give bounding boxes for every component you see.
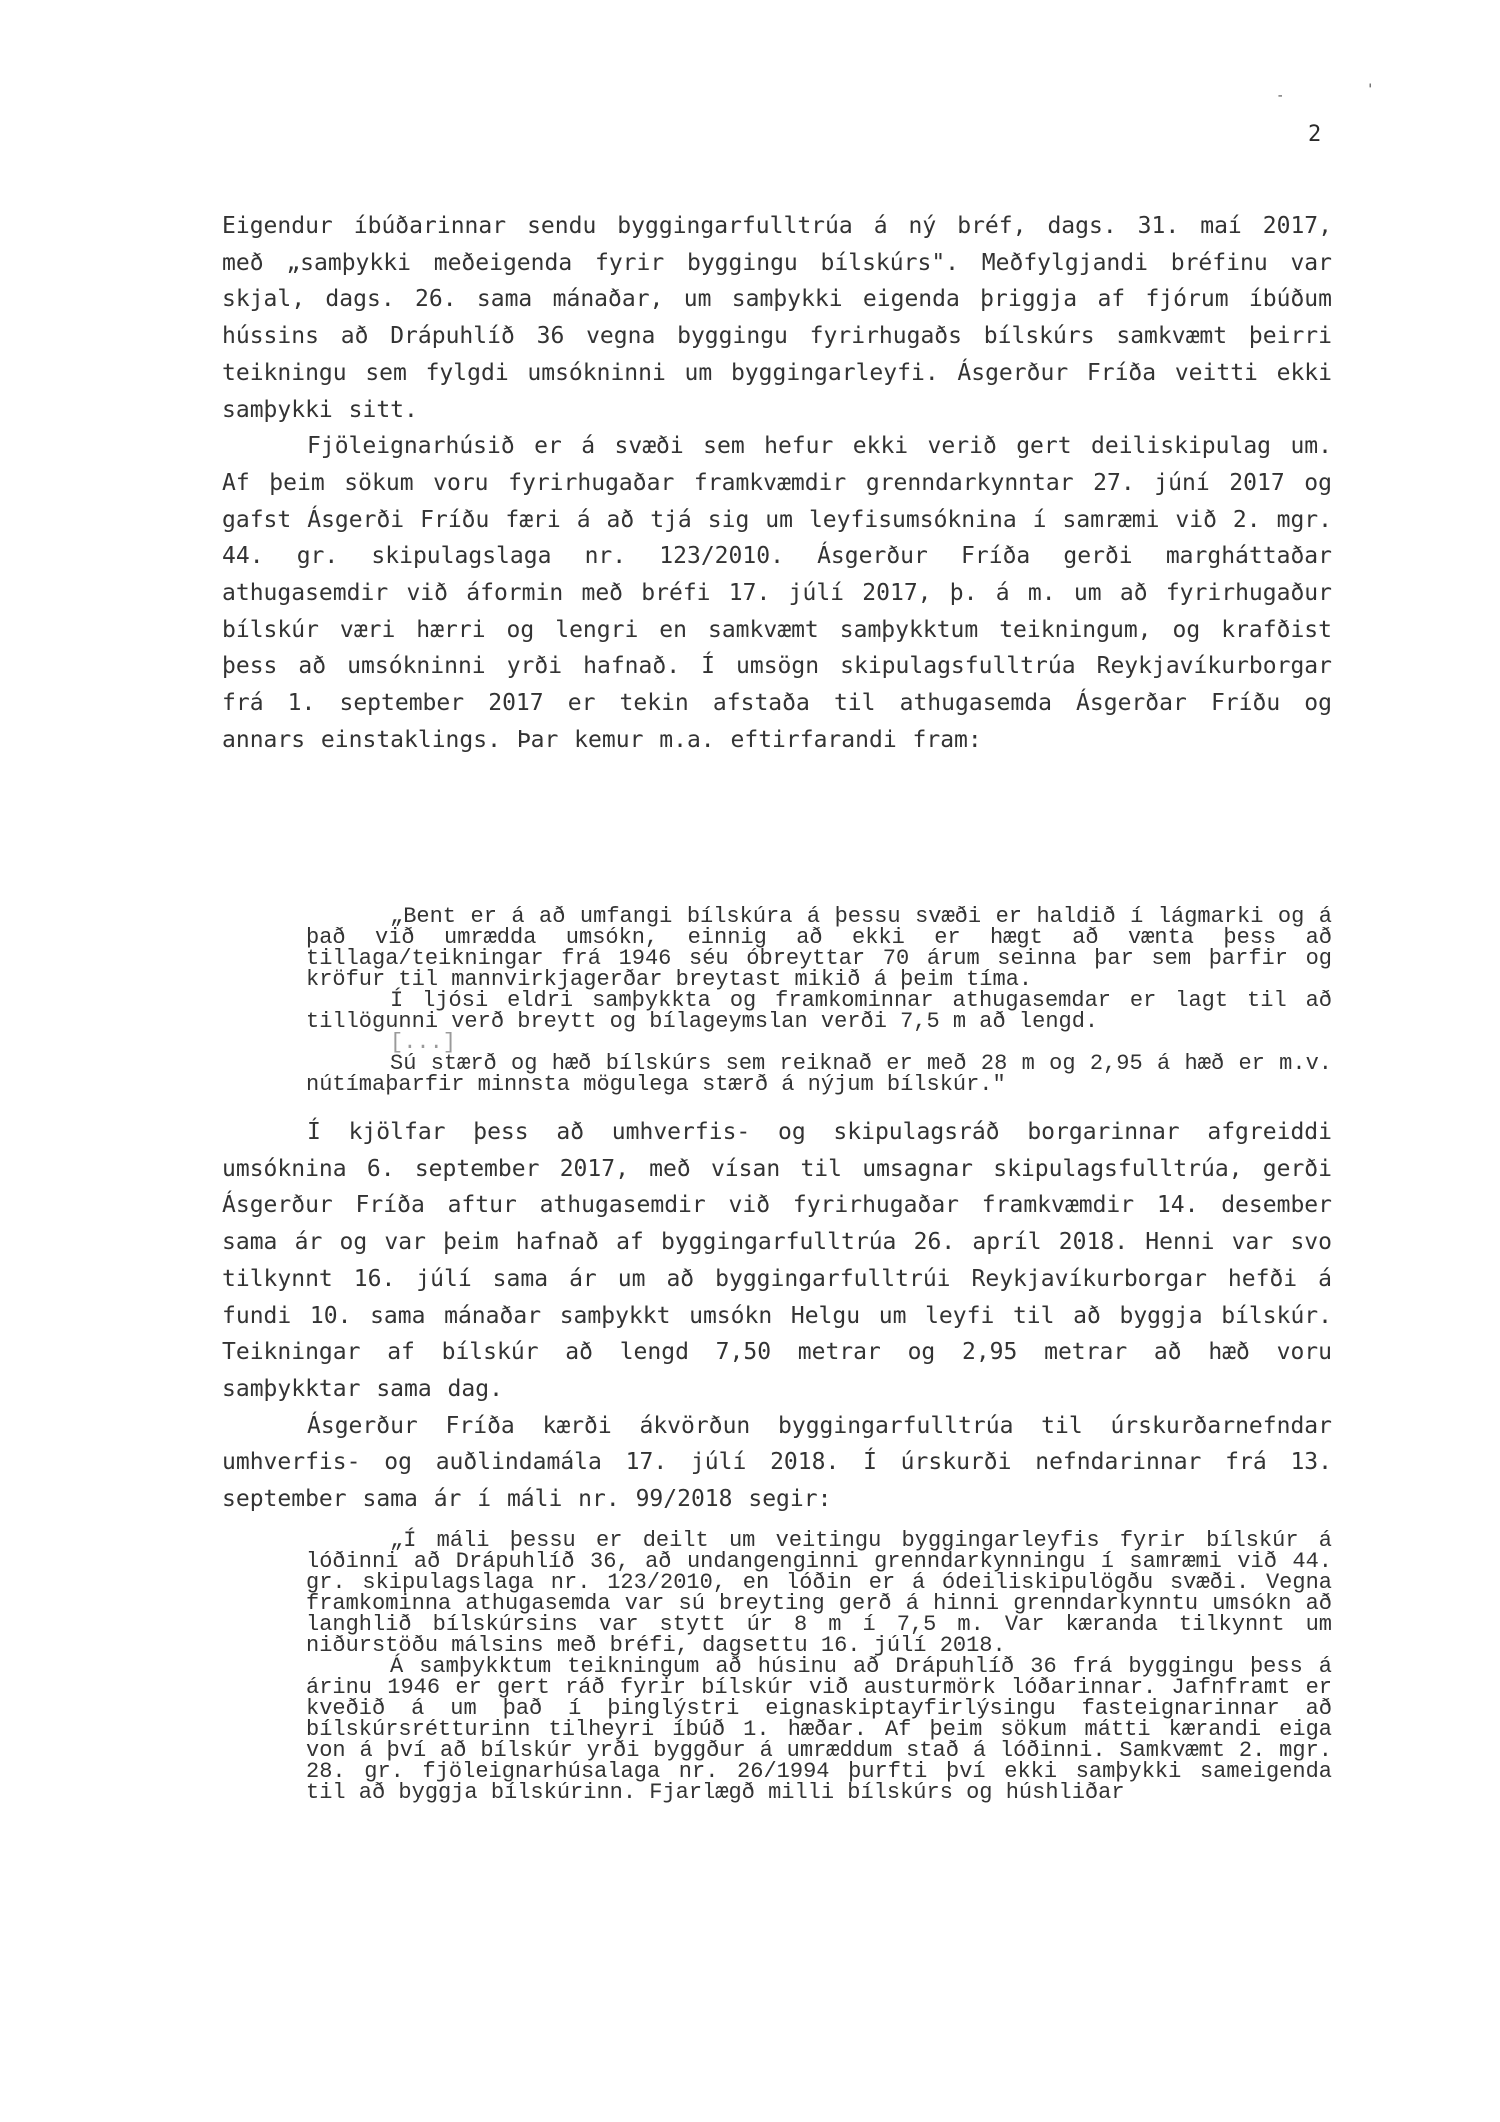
quote-paragraph: „Í máli þessu er deilt um veitingu byggingarleyfis fyrir bílskúr á lóðinni að Drápuhlíð 36, að undangenginni grenndarkynningu í samræmi við 44. gr. skipulagslaga nr. 123/2010, en lóðin er á ódeiliskipulögðu svæði. Vegna framkominna athugasemda var sú breyting gerð á hinni grenndarkynntu umsókn að langhlið bílskúrsins var stytt úr 8 m í 7,5 m. Var kæranda tilkynnt um niðurstöðu málsins með bréfi, dagsettu 16. júlí 2018. — [306, 1528, 1332, 1658]
page-number: 2 — [1308, 122, 1324, 147]
quote-paragraph: Á samþykktum teikningum að húsinu að Drápuhlíð 36 frá byggingu þess á árinu 1946 er gert ráð fyrir bílskúr við austurmörk lóðarinnar. Jafnframt er kveðið á um það í þinglýstri eignaskiptayfirlýsingu fasteignarinnar að bílskúrsrétturinn tilheyri íbúð 1. hæðar. Af þeim sökum mátti kærandi eiga von á því að bílskúr yrði byggður á umræddum stað á lóðinni. Samkvæmt 2. mgr. 28. gr. fjöleignarhúsalaga nr. 26/1994 þurfti því ekki samþykki sameigenda til að byggja bílskúrinn. Fjarlægð milli bílskúrs og húshliðar — [306, 1654, 1332, 1805]
paragraph-appeal: Ásgerður Fríða kærði ákvörðun byggingarfulltrúa til úrskurðarnefndar umhverfis- og auðlindamála 17. júlí 2018. Í úrskurði nefndarinnar frá 13. september sama ár í máli nr. 99/2018 segir: — [222, 1412, 1332, 1513]
quote-paragraph: Sú stærð og hæð bílskúrs sem reiknað er með 28 m og 2,95 á hæð er m.v. nútímaþarfir minnsta mögulega stærð á nýjum bílskúr." — [306, 1051, 1332, 1097]
quote-planning-officer — [306, 906, 1332, 1095]
quote-ellipsis: [...] — [390, 1030, 457, 1055]
scan-speck-dot: - — [1276, 88, 1285, 104]
quote-paragraph: Í ljósi eldri samþykkta og framkominnar athugasemdar er lagt til að tillögunni verð breytt og bílageymslan verði 7,5 m að lengd. — [306, 988, 1332, 1034]
body-section-1 — [222, 208, 1332, 759]
scan-speck-tick: ' — [1366, 82, 1375, 98]
paragraph-neighbourhood-notice: Fjöleignarhúsið er á svæði sem hefur ekki verið gert deiliskipulag um. Af þeim sökum voru fyrirhugaðar framkvæmdir grenndarkynntar 27. júní 2017 og gafst Ásgerði Fríðu færi á að tjá sig um leyfisumsóknina í samræmi við 2. mgr. 44. gr. skipulagslaga nr. 123/2010. Ásgerður Fríða gerði margháttaðar athugasemdir við áformin með bréfi 17. júlí 2017, þ. á m. um að fyrirhugaður bílskúr væri hærri og lengri en samkvæmt samþykktum teikningum, og krafðist þess að umsókninni yrði hafnað. Í umsögn skipulagsfulltrúa Reykjavíkurborgar frá 1. september 2017 er tekin afstaða til athugasemda Ásgerðar Fríðu og annars einstaklings. Þar kemur m.a. eftirfarandi fram: — [222, 433, 1332, 753]
paragraph-council-decision: Í kjölfar þess að umhverfis- og skipulagsráð borgarinnar afgreiddi umsóknina 6. september 2017, með vísan til umsagnar skipulagsfulltrúa, gerði Ásgerður Fríða aftur athugasemdir við fyrirhugaðar framkvæmdir 14. desember sama ár og var þeim hafnað af byggingarfulltrúa 26. apríl 2018. Henni var svo tilkynnt 16. júlí sama ár um að byggingarfulltrúi Reykjavíkurborgar hefði á fundi 10. sama mánaðar samþykkt umsókn Helgu um leyfi til að byggja bílskúr. Teikningar af bílskúr að lengd 7,50 metrar og 2,95 metrar að hæð voru samþykktar sama dag. — [222, 1119, 1332, 1402]
quote-appeals-committee — [306, 1530, 1332, 1803]
paragraph-owners-letter: Eigendur íbúðarinnar sendu byggingarfulltrúa á ný bréf, dags. 31. maí 2017, með „samþykki meðeigenda fyrir byggingu bílskúrs". Meðfylgjandi bréfinu var skjal, dags. 26. sama mánaðar, um samþykki eigenda þriggja af fjórum íbúðum hússins að Drápuhlíð 36 vegna byggingu fyrirhugaðs bílskúrs samkvæmt þeirri teikningu sem fylgdi umsókninni um byggingarleyfi. Ásgerður Fríða veitti ekki samþykki sitt. — [222, 213, 1332, 423]
body-section-2 — [222, 1114, 1332, 1518]
quote-paragraph: „Bent er á að umfangi bílskúra á þessu svæði er haldið í lágmarki og á það við umrædda umsókn, einnig að ekki er hægt að vænta þess að tillaga/teikningar frá 1946 séu óbreyttar 70 árum seinna þar sem þarfir og kröfur til mannvirkjagerðar breytast mikið á þeim tíma. — [306, 904, 1332, 992]
